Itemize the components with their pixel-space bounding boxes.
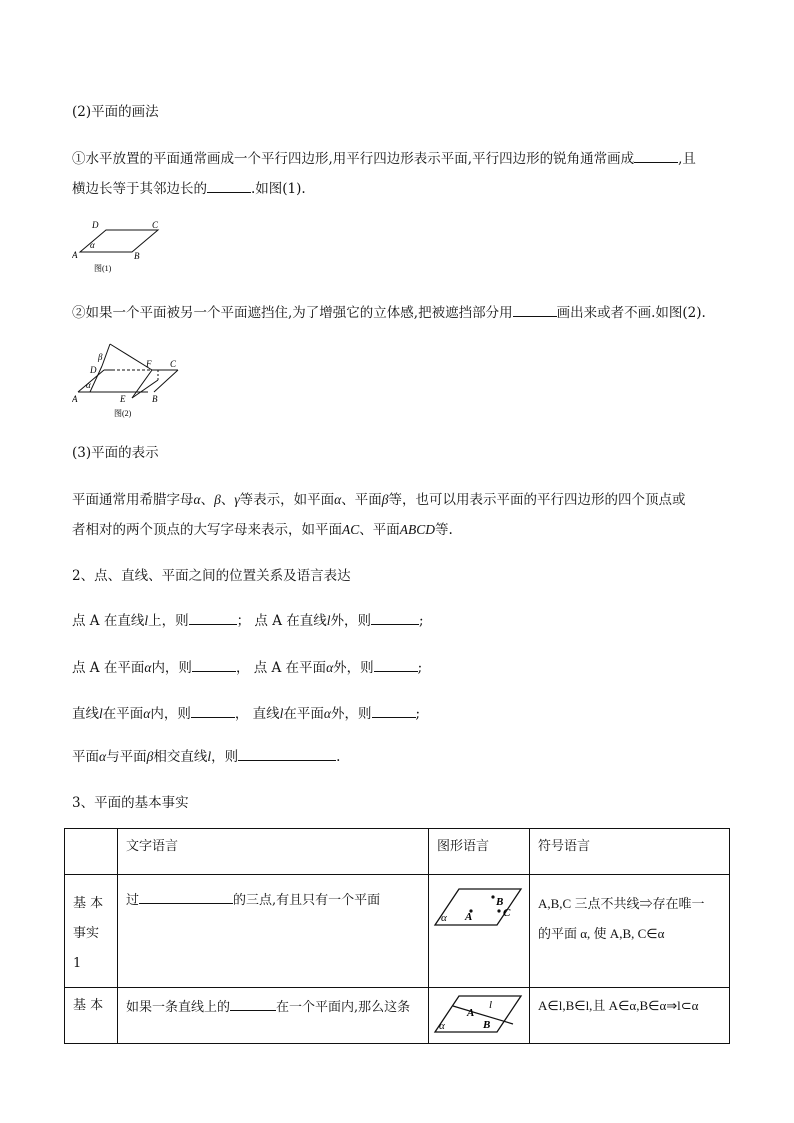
- blank-dashed-line[interactable]: [513, 302, 557, 317]
- blank-point-on-line[interactable]: [189, 610, 237, 625]
- table-row: [65, 988, 730, 1044]
- fact-text-cell: 过 的三点,有且只有一个平面: [118, 875, 429, 988]
- table-header-cell: 符号语言: [530, 829, 730, 875]
- paragraph-drawing-rule-1: ①水平放置的平面通常画成一个平行四边形,用平行四边形表示平面,平行四边形的锐角通常画成 ,且: [72, 148, 696, 169]
- label-d: D: [90, 365, 97, 375]
- label-c: C: [170, 359, 177, 369]
- paragraph-drawing-rule-1-cont: 横边长等于其邻边长的 .如图(1).: [72, 178, 306, 199]
- label-d: D: [92, 220, 99, 230]
- paragraph-notation-2: 者相对的两个顶点的大写字母来表示，如平面AC、平面ABCD等.: [72, 522, 453, 538]
- fact1-figure: [433, 883, 523, 933]
- blank-side-ratio[interactable]: [207, 178, 251, 193]
- relation-line-plane: 直线l在平面α内，则 ， 直线l在平面α外，则 ;: [72, 703, 420, 724]
- table-header-cell: [65, 829, 118, 875]
- label-e: E: [120, 394, 126, 404]
- label-f: F: [146, 359, 152, 369]
- label-b: B: [152, 394, 158, 404]
- figure-2-intersecting-planes: [72, 340, 192, 420]
- relation-plane-plane: 平面α与平面β相交直线l，则 .: [72, 746, 340, 767]
- paragraph-notation-1: 平面通常用希腊字母α、β、γ等表示，如平面α、平面β等，也可以用表示平面的平行四边形的四个顶点或: [72, 492, 686, 508]
- table-header-cell: 文字语言: [118, 829, 429, 875]
- label-beta: β: [98, 352, 103, 362]
- figure-1-parallelogram: [72, 218, 172, 278]
- relation-point-plane: 点 A 在平面α内，则 ， 点 A 在平面α外，则 ;: [72, 657, 422, 678]
- fact2-figure: [433, 992, 523, 1038]
- blank-line-outside-plane[interactable]: [372, 703, 416, 718]
- blank-point-off-line[interactable]: [371, 610, 419, 625]
- svg-text:B: B: [496, 896, 504, 908]
- svg-text:l: l: [489, 999, 493, 1011]
- blank-point-in-plane[interactable]: [192, 657, 236, 672]
- table-row: [65, 875, 730, 988]
- section-heading-drawing: (2)平面的画法: [72, 104, 159, 120]
- blank-noncollinear[interactable]: [139, 889, 233, 904]
- section-heading-notation: (3)平面的表示: [72, 445, 159, 461]
- svg-text:A: A: [467, 1007, 475, 1019]
- paragraph-drawing-rule-2: ②如果一个平面被另一个平面遮挡住,为了增强它的立体感,把被遮挡部分用 画出来或者不画.如图(2).: [72, 302, 706, 323]
- fact-figure-cell: [429, 988, 530, 1044]
- section-heading-basic-facts: 3、平面的基本事实: [72, 795, 189, 811]
- svg-text:α: α: [439, 1020, 445, 1032]
- blank-point-outside-plane[interactable]: [374, 657, 418, 672]
- label-a: A: [72, 394, 78, 404]
- blank-line-in-plane[interactable]: [191, 703, 235, 718]
- svg-text:C: C: [503, 907, 511, 919]
- svg-text:α: α: [441, 912, 447, 924]
- fact-name-cell: 基 本 事实 1: [65, 875, 118, 988]
- svg-text:A: A: [465, 911, 473, 923]
- fact-symbol-cell: A∈l,B∈l,且 A∈α,B∈α⇒l⊂α: [530, 988, 730, 1044]
- label-alpha: α: [90, 240, 95, 250]
- table-header-row: [65, 829, 730, 875]
- label-a: A: [72, 250, 78, 260]
- svg-text:B: B: [483, 1019, 491, 1031]
- relation-point-line: 点 A 在直线l上，则 ； 点 A 在直线l外，则 ;: [72, 610, 424, 631]
- basic-facts-table: [64, 828, 730, 1044]
- fact-name-cell: 基 本: [65, 988, 118, 1044]
- fact-text-cell: 如果一条直线上的 在一个平面内,那么这条: [118, 988, 429, 1044]
- blank-acute-angle[interactable]: [634, 148, 678, 163]
- label-b: B: [134, 251, 140, 261]
- point-b: [491, 895, 494, 898]
- fact-symbol-cell: A,B,C 三点不共线⇒存在唯一 的平面 α, 使 A,B, C∈α: [530, 875, 730, 988]
- fact-figure-cell: [429, 875, 530, 988]
- blank-two-points[interactable]: [230, 996, 276, 1011]
- point-c: [497, 909, 500, 912]
- label-c: C: [152, 220, 159, 230]
- blank-plane-intersection[interactable]: [238, 746, 336, 761]
- section-heading-relations: 2、点、直线、平面之间的位置关系及语言表达: [72, 568, 351, 584]
- table-header-cell: 图形语言: [429, 829, 530, 875]
- label-alpha: α: [86, 380, 91, 390]
- figure-caption: 图(1): [94, 264, 112, 273]
- figure-caption: 图(2): [114, 409, 132, 418]
